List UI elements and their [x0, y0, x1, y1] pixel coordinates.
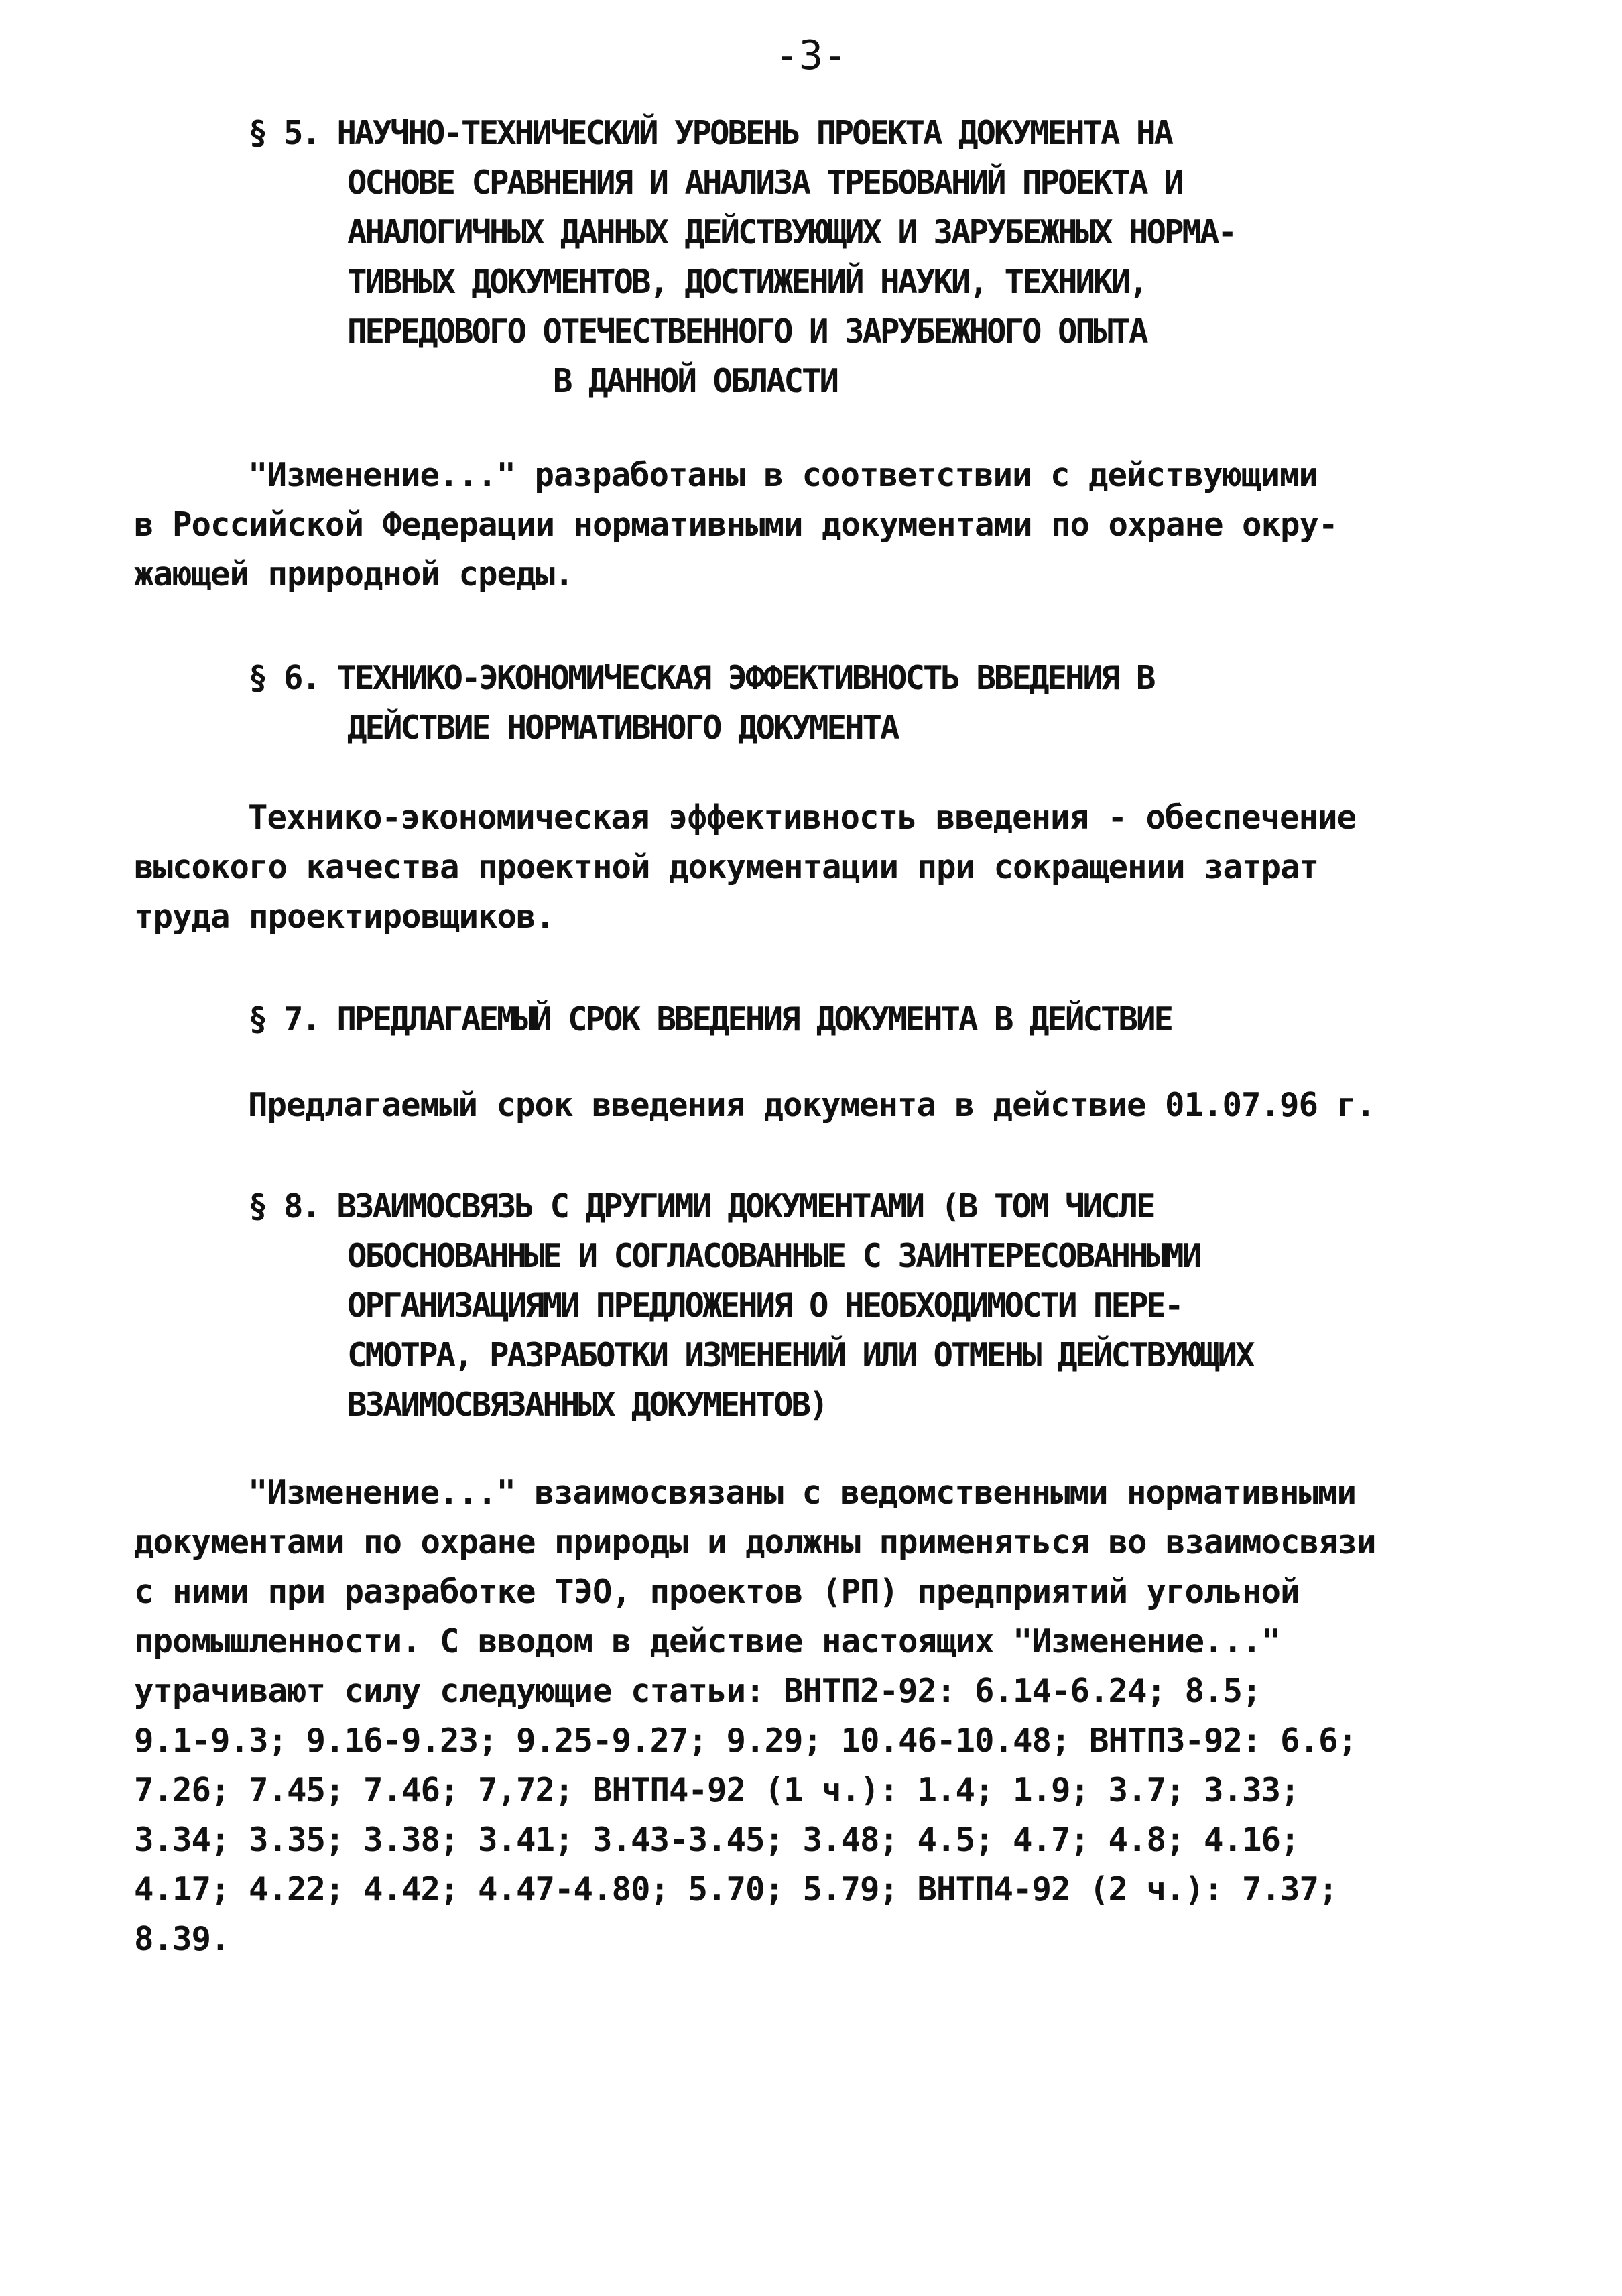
body-line: 4.17; 4.22; 4.42; 4.47-4.80; 5.70; 5.79; ВНТП4-92 (2 ч.): 7.37; [134, 1870, 1338, 1909]
heading-line: ОРГАНИЗАЦИЯМИ ПРЕДЛОЖЕНИЯ О НЕОБХОДИМОСТИ ПЕРЕ- [347, 1286, 1182, 1325]
heading-line: § 7. ПРЕДЛАГАЕМЫЙ СРОК ВВЕДЕНИЯ ДОКУМЕНТА В ДЕЙСТВИЕ [248, 1000, 1172, 1038]
heading-line: ПЕРЕДОВОГО ОТЕЧЕСТВЕННОГО И ЗАРУБЕЖНОГО ОПЫТА [347, 312, 1147, 351]
section-6-body [134, 793, 1356, 942]
heading-line: ДЕЙСТВИЕ НОРМАТИВНОГО ДОКУМЕНТА [347, 709, 898, 747]
body-line: "Изменение..." взаимосвязаны с ведомственными нормативными [248, 1473, 1357, 1512]
section-8-heading [248, 1182, 1253, 1430]
body-line: высокого качества проектной документации при сокращении затрат [134, 848, 1319, 886]
heading-line: § 5. НАУЧНО-ТЕХНИЧЕСКИЙ УРОВЕНЬ ПРОЕКТА ДОКУМЕНТА НА [248, 114, 1172, 152]
body-line: с ними при разработке ТЭО, проектов (РП) предприятий угольной [134, 1573, 1300, 1611]
heading-line: ВЗАИМОСВЯЗАННЫХ ДОКУМЕНТОВ) [347, 1386, 827, 1424]
body-line: "Изменение..." разработаны в соответствии с действующими [248, 456, 1318, 494]
body-line: утрачивают силу следующие статьи: ВНТП2-92: 6.14-6.24; 8.5; [134, 1672, 1261, 1710]
body-line: 7.26; 7.45; 7.46; 7,72; ВНТП4-92 (1 ч.): 1.4; 1.9; 3.7; 3.33; [134, 1771, 1300, 1809]
heading-line: ТИВНЫХ ДОКУМЕНТОВ, ДОСТИЖЕНИЙ НАУКИ, ТЕХНИКИ, [347, 263, 1147, 301]
section-5-heading [248, 109, 1235, 406]
section-7-body [134, 1081, 1375, 1130]
body-line: 3.34; 3.35; 3.38; 3.41; 3.43-3.45; 3.48; 4.5; 4.7; 4.8; 4.16; [134, 1821, 1300, 1859]
body-line: в Российской Федерации нормативными документами по охране окру- [134, 505, 1338, 544]
section-7-heading [248, 995, 1172, 1044]
body-line: 9.1-9.3; 9.16-9.23; 9.25-9.27; 9.29; 10.46-10.48; ВНТП3-92: 6.6; [134, 1721, 1357, 1760]
body-line: 8.39. [134, 1920, 230, 1958]
heading-line: АНАЛОГИЧНЫХ ДАННЫХ ДЕЙСТВУЮЩИХ И ЗАРУБЕЖНЫХ НОРМА- [347, 213, 1236, 251]
heading-line: В ДАННОЙ ОБЛАСТИ [553, 362, 838, 400]
body-line: Предлагаемый срок введения документа в действие 01.07.96 г. [248, 1086, 1375, 1124]
section-6-heading [248, 654, 1154, 753]
body-line: труда проектировщиков. [134, 898, 555, 936]
heading-line: § 8. ВЗАИМОСВЯЗЬ С ДРУГИМИ ДОКУМЕНТАМИ (В ТОМ ЧИСЛЕ [248, 1187, 1154, 1225]
heading-line: § 6. ТЕХНИКО-ЭКОНОМИЧЕСКАЯ ЭФФЕКТИВНОСТЬ ВВЕДЕНИЯ В [248, 659, 1154, 697]
page-number: -3- [774, 32, 848, 79]
section-8-body [134, 1468, 1376, 1964]
section-5-body [134, 450, 1338, 599]
body-line: Технико-экономическая эффективность введения - обеспечение [248, 798, 1357, 837]
body-line: документами по охране природы и должны применяться во взаимосвязи [134, 1523, 1376, 1561]
heading-line: ОСНОВЕ СРАВНЕНИЯ И АНАЛИЗА ТРЕБОВАНИЙ ПРОЕКТА И [347, 164, 1182, 202]
heading-line: СМОТРА, РАЗРАБОТКИ ИЗМЕНЕНИЙ ИЛИ ОТМЕНЫ ДЕЙСТВУЮЩИХ [347, 1336, 1253, 1374]
body-line: промышленности. С вводом в действие настоящих "Изменение..." [134, 1622, 1281, 1660]
heading-line: ОБОСНОВАННЫЕ И СОГЛАСОВАННЫЕ С ЗАИНТЕРЕСОВАННЫМИ [347, 1237, 1200, 1275]
body-line: жающей природной среды. [134, 555, 574, 593]
